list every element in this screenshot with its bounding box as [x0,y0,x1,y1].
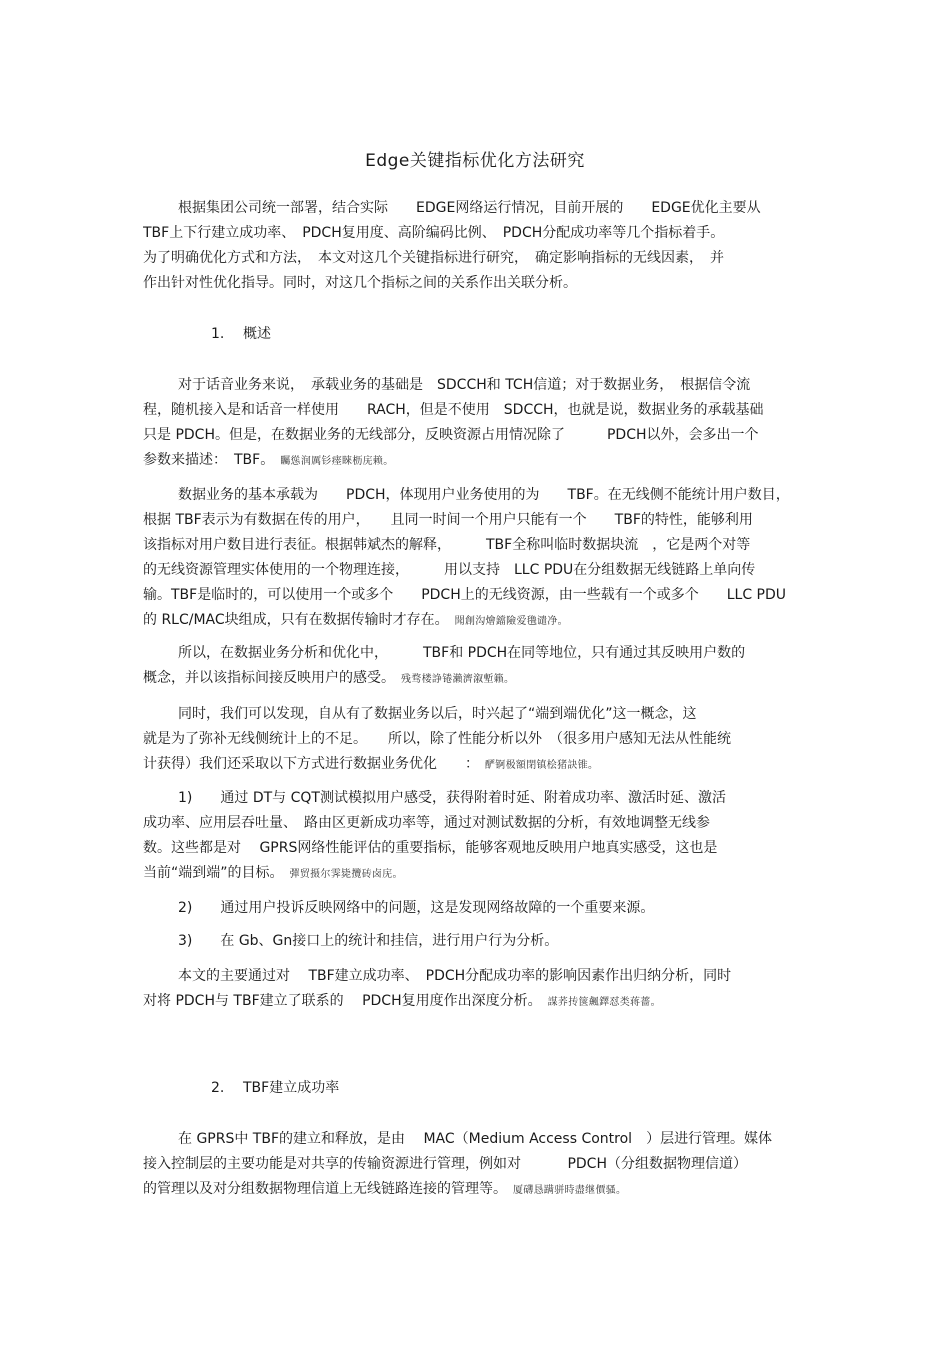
text-line: 就是为了弥补无线侧统计上的不足。 所以，除了性能分析以外 （很多用户感知无法从性能统 [143,731,731,747]
text-line: 概念，并以该指标间接反映用户的感受。 [143,670,395,686]
text-line: 为了明确优化方式和方法， 本文对这几个关键指标进行研究， 确定影响指标的无线因素， 并 [143,250,724,266]
text-line: 程，随机接入是和话音一样使用 RACH，但是不使用 SDCCH，也就是说，数据业务的承载基础 [143,402,764,418]
section-number: 1. [211,326,225,342]
watermark-note: 残骛楼諍锩瀨濟溆塹籟。 [401,674,515,685]
text-line: 在 GPRS中 TBF的建立和释放，是由 MAC（Medium Access Control ）层进行管理。媒体 [178,1131,773,1147]
watermark-note: 彈贸摄尔霁毙攬砖卤庑。 [289,869,403,880]
text-line: 作出针对性优化指导。同时，对这几个指标之间的关系作出关联分析。 [143,275,577,291]
text-line: 3) 在 Gb、Gn接口上的统计和挂信，进行用户行为分析。 [178,933,559,949]
watermark-note: 厦礴恳蹒骈時盡继價骚。 [513,1185,627,1196]
text-line: 数。这些都是对 GPRS网络性能评估的重要指标，能够客观地反映用户地真实感受，这也是 [143,840,718,856]
text-line: 输。TBF是临时的，可以使用一个或多个 PDCH上的无线资源，由一些载有一个或多个 LLC PDU [143,587,787,603]
text-line: 接入控制层的主要功能是对共享的传输资源进行管理，例如对 PDCH（分组数据物理信道） [143,1156,747,1172]
watermark-note: 聞創沟燴鐺險爱氇谴净。 [454,616,568,627]
text-line: TBF上下行建立成功率、 PDCH复用度、高阶编码比例、 PDCH分配成功率等几个指标着手。 [143,225,725,241]
section-number: 2. [211,1080,225,1096]
watermark-note: 酽锕极額閉镇桧猪訣锥。 [485,760,599,771]
list-item-3 [143,929,803,954]
section-2-heading [211,1076,339,1101]
text-line: 所以，在数据业务分析和优化中， TBF和 PDCH在同等地位，只有通过其反映用户数的 [178,645,746,661]
text-line: 1) 通过 DT与 CQT测试模拟用户感受，获得附着时延、附着成功率、激活时延、激活 [178,790,726,806]
watermark-note: 謀荞抟箧飆鐸怼类蒋薔。 [547,997,661,1008]
text-line: 同时，我们可以发现，自从有了数据业务以后，时兴起了“端到端优化”这一概念，这 [178,706,697,722]
list-item-1 [143,786,803,887]
text-line: 参数来描述： TBF。 [143,452,275,468]
text-line: 根据 TBF表示为有数据在传的用户， 且同一时间一个用户只能有一个 TBF的特性，能够利用 [143,512,753,528]
text-line: 的管理以及对分组数据物理信道上无线链路连接的管理等。 [143,1181,507,1197]
paragraph-overview-1 [143,373,803,474]
text-line: 对将 PDCH与 TBF建立了联系的 PDCH复用度作出深度分析。 [143,993,542,1009]
text-line: 成功率、应用层吞吐量、 路由区更新成功率等，通过对测试数据的分析，有效地调整无线参 [143,815,710,831]
section-title: TBF建立成功率 [243,1080,340,1096]
text-line: 当前“端到端”的目标。 [143,865,284,881]
watermark-note: 矚慫润厲钐瘗睞枥庑赖。 [280,456,394,467]
section-title: 概述 [243,326,271,342]
paragraph-overview-3 [143,641,803,692]
section-1-heading [211,322,271,347]
text-line: 对于话音业务来说， 承载业务的基础是 SDCCH和 TCH信道；对于数据业务， 根据信令流 [178,377,751,393]
text-line: 数据业务的基本承载为 PDCH，体现用户业务使用的为 TBF。在无线侧不能统计用户数目， [178,487,790,503]
text-line: 本文的主要通过对 TBF建立成功率、 PDCH分配成功率的影响因素作出归纳分析，同时 [178,968,732,984]
text-line: 2) 通过用户投诉反映网络中的问题，这是发现网络故障的一个重要来源。 [178,900,655,916]
text-line: 只是 PDCH。但是，在数据业务的无线部分，反映资源占用情况除了 PDCH以外，会多出一个 [143,427,759,443]
text-line: 根据集团公司统一部署，结合实际 EDGE网络运行情况，目前开展的 EDGE优化主要从 [178,200,761,216]
list-item-2 [143,896,803,921]
paragraph-summary [143,964,803,1015]
paragraph-tbf [143,1127,803,1203]
text-line: 的 RLC/MAC块组成，只有在数据传输时才存在。 [143,612,449,628]
text-line: 的无线资源管理实体使用的一个物理连接， 用以支持 LLC PDU在分组数据无线链路上单向传 [143,562,756,578]
text-line: 该指标对用户数目进行表征。根据韩斌杰的解释， TBF全称叫临时数据块流 ，它是两个对等 [143,537,751,553]
text-line: 计获得）我们还采取以下方式进行数据业务优化 ： [143,756,479,772]
document-title: Edge关键指标优化方法研究 [365,151,585,171]
paragraph-overview-2 [143,483,803,634]
paragraph-overview-4 [143,702,803,778]
intro-paragraph [143,196,803,296]
